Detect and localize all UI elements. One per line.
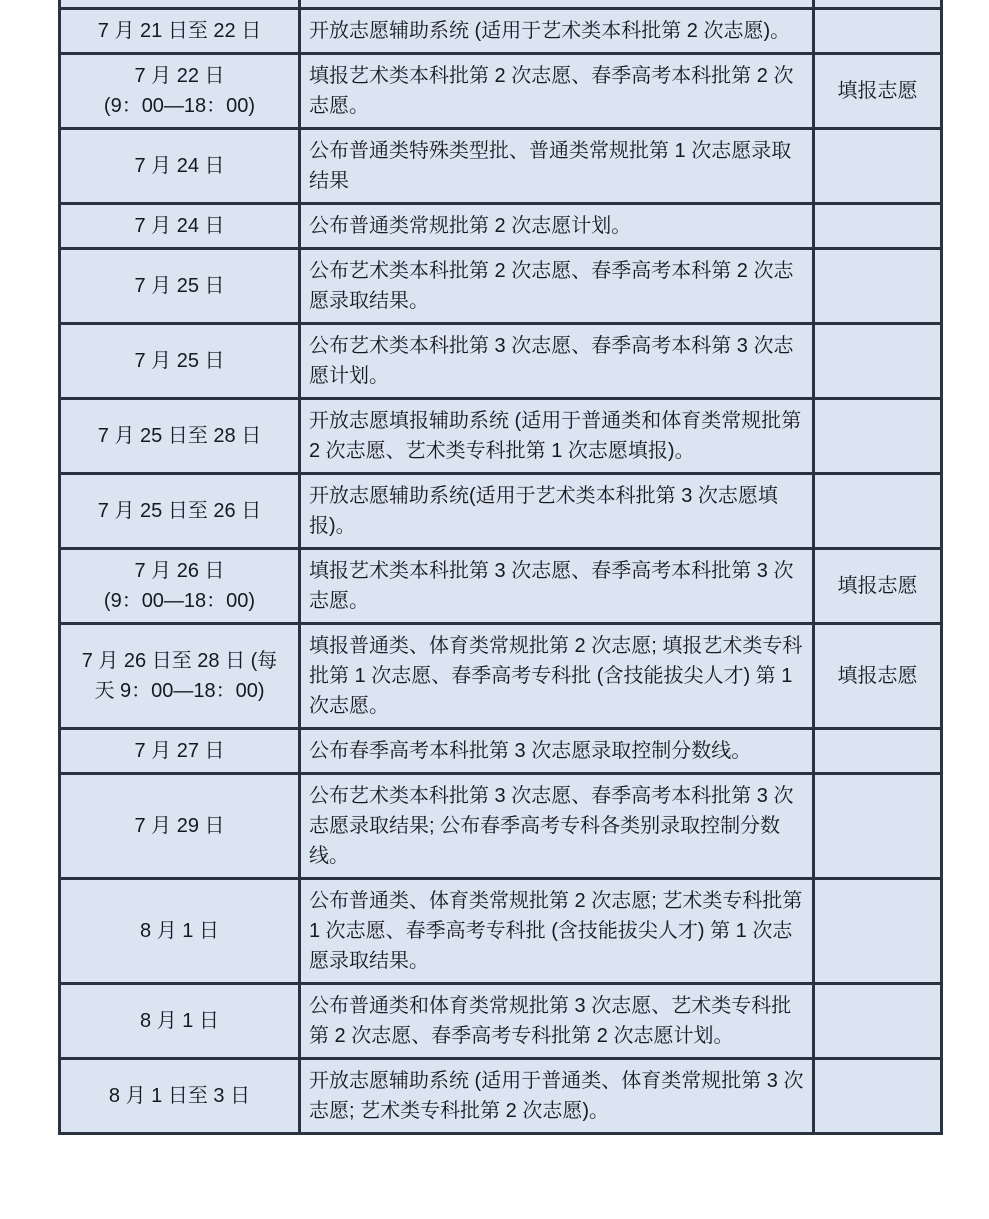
- event-cell: 公布普通类和体育类常规批第 3 次志愿、艺术类专科批第 2 次志愿、春季高考专科批第 2 次志愿计划。: [300, 983, 814, 1058]
- date-line: 7 月 25 日: [134, 274, 225, 297]
- action-cell: [814, 983, 942, 1058]
- date-line: 7 月 29 日: [134, 814, 225, 837]
- action-cell: 填报志愿: [814, 53, 942, 128]
- date-line: 8 月 1 日至 3 日: [108, 1084, 251, 1107]
- event-cell: 填报艺术类本科批第 3 次志愿、春季高考本科批第 3 次志愿。: [300, 548, 814, 623]
- date-line: 8 月 1 日: [140, 919, 219, 942]
- action-cell: [814, 128, 942, 203]
- event-cell: 公布艺术类本科批第 3 次志愿、春季高考本科批第 3 次志愿录取结果; 公布春季高考专科各类别录取控制分数线。: [300, 773, 814, 878]
- action-cell: [814, 1058, 942, 1133]
- action-cell: [814, 878, 942, 983]
- table-row: [60, 773, 942, 878]
- date-line: 天 9：00—18：00): [94, 679, 265, 702]
- event-cell: 开放志愿辅助系统(适用于艺术类本科批第 3 次志愿填报)。: [300, 473, 814, 548]
- date-line: 7 月 21 日至 22 日: [97, 19, 262, 42]
- event-cell: 公布普通类、体育类常规批第 2 次志愿; 艺术类专科批第 1 次志愿、春季高考专科批 (含技能拔尖人才) 第 1 次志愿录取结果。: [300, 878, 814, 983]
- table-row: [60, 548, 942, 623]
- action-cell: [814, 8, 942, 53]
- event-cell: 填报普通类、体育类常规批第 2 次志愿; 填报艺术类专科批第 1 次志愿、春季高考专科批 (含技能拔尖人才) 第 1 次志愿。: [300, 623, 814, 728]
- action-cell: [814, 398, 942, 473]
- event-cell: 开放志愿辅助系统 (适用于普通类、体育类常规批第 3 次志愿; 艺术类专科批第 2 次志愿)。: [300, 1058, 814, 1133]
- date-line: 7 月 22 日: [134, 64, 225, 87]
- table-row: [60, 128, 942, 203]
- table-row: [60, 473, 942, 548]
- date-cell: [60, 128, 300, 203]
- date-cell: [60, 878, 300, 983]
- action-cell: [814, 773, 942, 878]
- event-cell: [300, 0, 814, 8]
- date-line: (9：00—18：00): [103, 589, 256, 612]
- date-cell: [60, 623, 300, 728]
- schedule-table-body: [60, 0, 942, 1133]
- table-row: [60, 728, 942, 773]
- event-cell: 开放志愿辅助系统 (适用于艺术类本科批第 2 次志愿)。: [300, 8, 814, 53]
- table-row: [60, 203, 942, 248]
- event-cell: 填报艺术类本科批第 2 次志愿、春季高考本科批第 2 次志愿。: [300, 53, 814, 128]
- event-cell: 公布春季高考本科批第 3 次志愿录取控制分数线。: [300, 728, 814, 773]
- action-cell: [814, 473, 942, 548]
- table-row: [60, 623, 942, 728]
- event-cell: 公布普通类常规批第 2 次志愿计划。: [300, 203, 814, 248]
- date-line: 7 月 26 日至 28 日 (每: [81, 649, 278, 672]
- table-row: [60, 398, 942, 473]
- date-line: 7 月 25 日至 28 日: [97, 424, 262, 447]
- date-line: 7 月 25 日: [134, 349, 225, 372]
- date-line: (9：00—18：00): [103, 94, 256, 117]
- event-cell: 公布普通类特殊类型批、普通类常规批第 1 次志愿录取结果: [300, 128, 814, 203]
- action-cell: [814, 0, 942, 8]
- date-line: 7 月 24 日: [134, 154, 225, 177]
- date-cell: [60, 1058, 300, 1133]
- table-row: [60, 8, 942, 53]
- table-row: [60, 53, 942, 128]
- action-cell: [814, 728, 942, 773]
- date-line: 7 月 26 日: [134, 559, 225, 582]
- date-line: 7 月 24 日: [134, 214, 225, 237]
- table-row-partial: [60, 0, 942, 8]
- action-cell: 填报志愿: [814, 623, 942, 728]
- schedule-table: [58, 0, 943, 1135]
- date-cell: [60, 323, 300, 398]
- table-row: [60, 878, 942, 983]
- table-row: [60, 248, 942, 323]
- table-row: [60, 983, 942, 1058]
- table-row: [60, 1058, 942, 1133]
- event-cell: 公布艺术类本科批第 2 次志愿、春季高考本科第 2 次志愿录取结果。: [300, 248, 814, 323]
- action-cell: 填报志愿: [814, 548, 942, 623]
- date-cell: [60, 728, 300, 773]
- date-cell: [60, 398, 300, 473]
- date-cell: [60, 0, 300, 8]
- event-cell: 公布艺术类本科批第 3 次志愿、春季高考本科第 3 次志愿计划。: [300, 323, 814, 398]
- date-cell: [60, 248, 300, 323]
- event-cell: 开放志愿填报辅助系统 (适用于普通类和体育类常规批第 2 次志愿、艺术类专科批第 1 次志愿填报)。: [300, 398, 814, 473]
- date-cell: [60, 983, 300, 1058]
- date-cell: [60, 53, 300, 128]
- action-cell: [814, 248, 942, 323]
- table-row: [60, 323, 942, 398]
- action-cell: [814, 203, 942, 248]
- date-line: 7 月 27 日: [134, 739, 225, 762]
- date-cell: [60, 773, 300, 878]
- date-line: 7 月 25 日至 26 日: [97, 499, 262, 522]
- date-cell: [60, 203, 300, 248]
- action-cell: [814, 323, 942, 398]
- date-line: 8 月 1 日: [140, 1009, 219, 1032]
- date-cell: [60, 548, 300, 623]
- date-cell: [60, 8, 300, 53]
- date-cell: [60, 473, 300, 548]
